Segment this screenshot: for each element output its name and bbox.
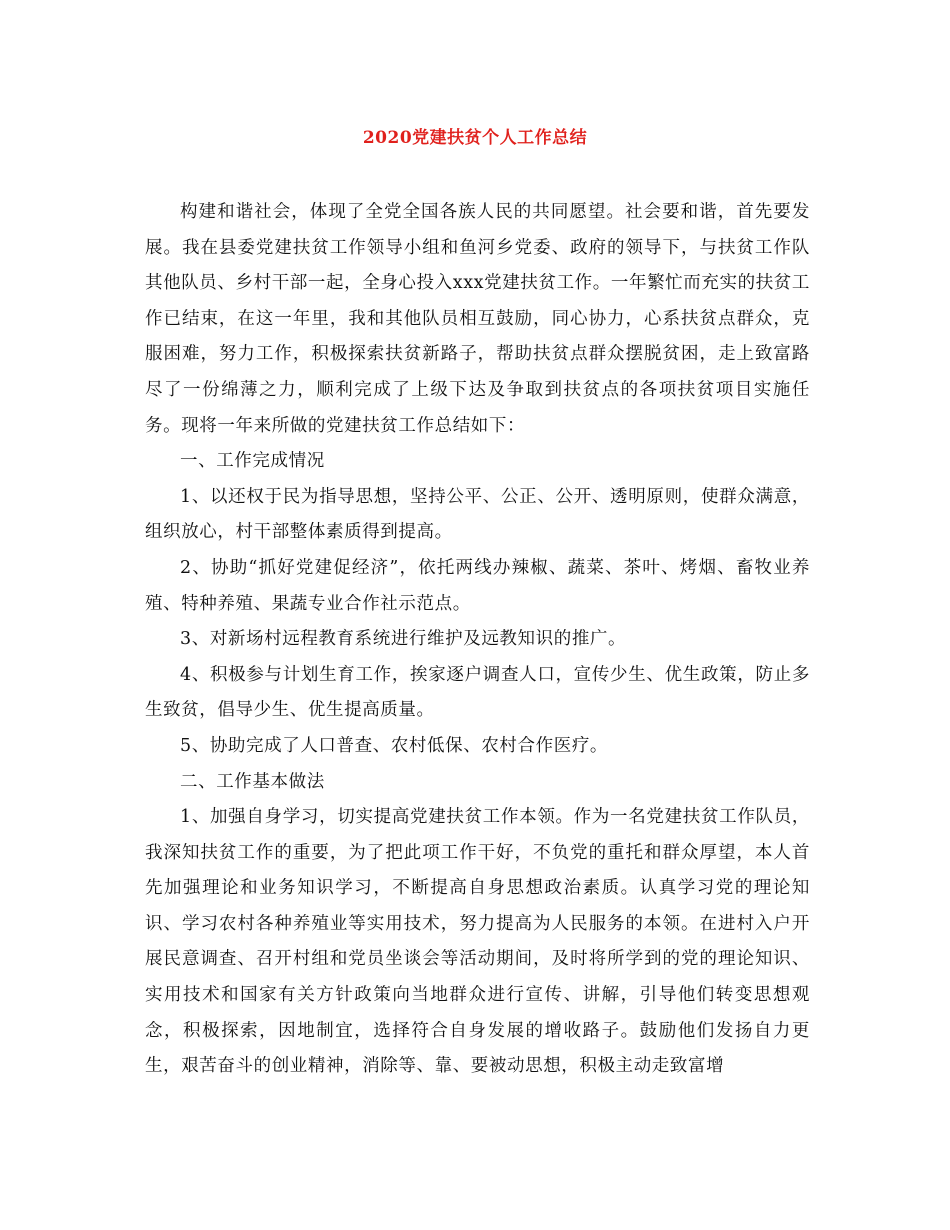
section-heading-completion: 一、工作完成情况 [180,451,325,472]
paragraph-item-5: 5、协助完成了人口普查、农村低保、农村合作医疗。 [180,735,609,756]
paragraph-intro: 构建和谐社会，体现了全党全国各族人民的共同愿望。社会要和谐，首先要发展。我在县委党建扶贫工作领导小组和鱼河乡党委、政府的领导下，与扶贫工作队其他队员、乡村干部一起，全身心投入xxx党建扶贫工作。一年繁忙而充实的扶贫工作已结束，在这一年里，我和其他队员相互鼓励，同心协力，心系扶贫点群众，克服困难，努力工作，积极探索扶贫新路子，帮助扶贫点群众摆脱贫困，走上致富路尽了一份绵薄之力，顺利完成了上级下达及争取到扶贫点的各项扶贫项目实施任务。现将一年来所做的党建扶贫工作总结如下： [145,202,810,436]
paragraph-item-3: 3、对新场村远程教育系统进行维护及远教知识的推广。 [180,629,627,650]
paragraph-item-1: 1、以还权于民为指导思想，坚持公平、公正、公开、透明原则，使群众满意，组织放心，村干部整体素质得到提高。 [145,486,810,543]
paragraph-item-4: 4、积极参与计划生育工作，挨家逐户调查人口，宣传少生、优生政策，防止多生致贫，倡导少生、优生提高质量。 [145,664,810,721]
section-heading-methods: 二、工作基本做法 [180,771,325,792]
paragraph-item-2: 2、协助“抓好党建促经济”，依托两线办辣椒、蔬菜、茶叶、烤烟、畜牧业养殖、特种养殖、果蔬专业合作社示范点。 [145,557,810,614]
paragraph-method-1: 1、加强自身学习，切实提高党建扶贫工作本领。作为一名党建扶贫工作队员，我深知扶贫工作的重要，为了把此项工作干好，不负党的重托和群众厚望，本人首先加强理论和业务知识学习，不断提高自身思想政治素质。认真学习党的理论知识、学习农村各种养殖业等实用技术，努力提高为人民服务的本领。在进村入户开展民意调查、召开村组和党员坐谈会等活动期间，及时将所学到的党的理论知识、实用技术和国家有关方针政策向当地群众进行宣传、讲解，引导他们转变思想观念，积极探索，因地制宜，选择符合自身发展的增收路子。鼓励他们发扬自力更生，艰苦奋斗的创业精神，消除等、靠、要被动思想，积极主动走致富增 [145,807,810,1077]
document-title: 2020党建扶贫个人工作总结 [362,128,588,148]
document-body [145,195,810,1085]
